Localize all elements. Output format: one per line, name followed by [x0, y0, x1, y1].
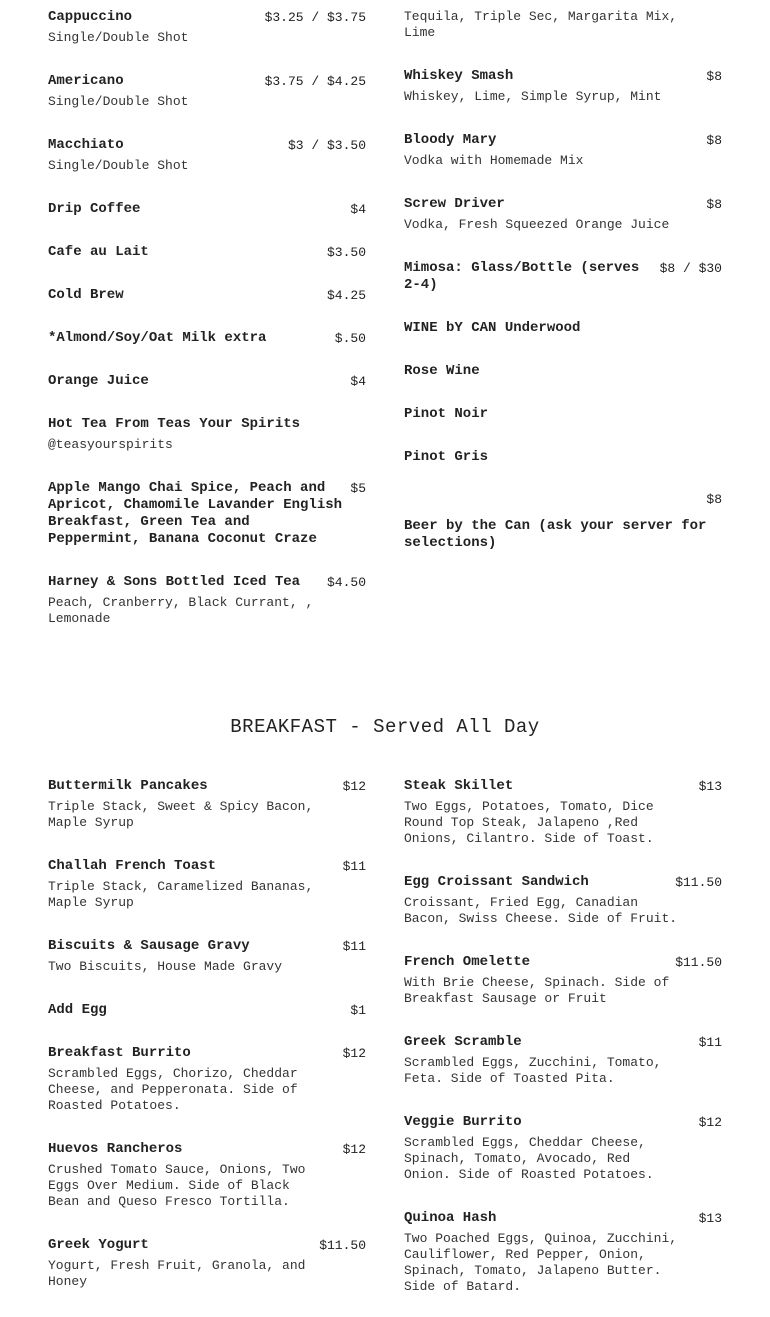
- menu-item-name: Bloody Mary: [404, 132, 497, 148]
- partial-menu-item: [404, 0, 722, 41]
- menu-item-price: $.50: [334, 331, 366, 346]
- menu-item-name: Apple Mango Chai Spice, Peach and Apricot, Chamomile Lavander English Breakfast, Green Tea and Peppermint, Banana Coconut Craze: [48, 480, 343, 547]
- menu-item-name: Pinot Gris: [404, 449, 489, 465]
- menu-item-price: $1: [350, 1003, 366, 1018]
- menu-item: [404, 1210, 722, 1295]
- beer-item: [404, 491, 722, 552]
- menu-item: [48, 480, 366, 548]
- menu-item: [48, 1045, 366, 1114]
- menu-item-description: Scrambled Eggs, Chorizo, Cheddar Cheese, and Pepperonata. Side of Roasted Potatoes.: [48, 1066, 298, 1113]
- menu-item-price: $11.50: [675, 955, 722, 970]
- menu-item-description: Peach, Cranberry, Black Currant, , Lemonade: [48, 595, 314, 626]
- menu-item: [404, 320, 722, 337]
- menu-item: [404, 406, 722, 423]
- menu-item-price: $11.50: [675, 875, 722, 890]
- menu-item-name: Screw Driver: [404, 196, 505, 212]
- menu-item-price: $12: [698, 1115, 722, 1130]
- menu-item: [404, 778, 722, 847]
- menu-item-name: Cold Brew: [48, 287, 124, 303]
- menu-item-price: $11.50: [319, 1238, 366, 1253]
- menu-item: [404, 449, 722, 466]
- menu-item-description: Scrambled Eggs, Cheddar Cheese, Spinach, Tomato, Avocado, Red Onion. Side of Roasted Potatoes.: [404, 1135, 654, 1182]
- menu-item-price: $4.25: [326, 288, 366, 303]
- menu-item-name: Mimosa: Glass/Bottle (serves 2-4): [404, 260, 640, 293]
- menu-item-name: Breakfast Burrito: [48, 1045, 191, 1061]
- menu-item-price: $4.50: [326, 575, 366, 590]
- menu-item-description: Crushed Tomato Sauce, Onions, Two Eggs Over Medium. Side of Black Bean and Queso Fresco Tortilla.: [48, 1162, 306, 1209]
- menu-item: [48, 1237, 366, 1290]
- menu-item-description: Two Poached Eggs, Quinoa, Zucchini, Cauliflower, Red Pepper, Onion, Spinach, Tomato, Jalapeno Butter. Side of Batard.: [404, 1231, 678, 1294]
- menu-item: [48, 287, 366, 304]
- menu-item: [48, 1002, 366, 1019]
- menu-item-description: Vodka, Fresh Squeezed Orange Juice: [404, 217, 670, 232]
- menu-item: [48, 244, 366, 261]
- menu-item-price: $11: [342, 939, 366, 954]
- menu-item: [404, 260, 722, 294]
- menu-item-price: $3.25 / $3.75: [264, 10, 366, 25]
- menu-item-price: $8: [706, 197, 722, 212]
- menu-item-price: $12: [342, 1142, 366, 1157]
- menu-item-price: $13: [698, 1211, 722, 1226]
- menu-item-description: Scrambled Eggs, Zucchini, Tomato, Feta. Side of Toasted Pita.: [404, 1055, 662, 1086]
- menu-item-name: Challah French Toast: [48, 858, 217, 874]
- menu-item-price: $13: [698, 779, 722, 794]
- menu-item-description: Croissant, Fried Egg, Canadian Bacon, Swiss Cheese. Side of Fruit.: [404, 895, 678, 926]
- menu-item-description: Whiskey, Lime, Simple Syrup, Mint: [404, 89, 662, 104]
- menu-item-name: Egg Croissant Sandwich: [404, 874, 589, 890]
- menu-item: [48, 9, 366, 46]
- menu-item: [404, 363, 722, 380]
- menu-item-name: Rose Wine: [404, 363, 480, 379]
- menu-item: [48, 330, 366, 347]
- menu-item-price: $4: [350, 202, 366, 217]
- menu-item-name: WINE bY CAN Underwood: [404, 320, 581, 336]
- menu-item-description: Two Eggs, Potatoes, Tomato, Dice Round Top Steak, Jalapeno ,Red Onions, Cilantro. Side of Toast.: [404, 799, 654, 846]
- menu-item-name: French Omelette: [404, 954, 531, 970]
- menu-item-name: Buttermilk Pancakes: [48, 778, 208, 794]
- menu-item-name: Quinoa Hash: [404, 1210, 497, 1226]
- menu-item-name: Drip Coffee: [48, 201, 141, 217]
- menu-item-name: Whiskey Smash: [404, 68, 514, 84]
- menu-item-name: Pinot Noir: [404, 406, 489, 422]
- menu-item-name: Greek Yogurt: [48, 1237, 149, 1253]
- menu-item-description: Yogurt, Fresh Fruit, Granola, and Honey: [48, 1258, 306, 1289]
- menu-item: [404, 68, 722, 105]
- menu-item-name: Cafe au Lait: [48, 244, 149, 260]
- menu-item-name: Cappuccino: [48, 9, 133, 25]
- menu-item: [48, 778, 366, 831]
- menu-item-description: Vodka with Homemade Mix: [404, 153, 584, 168]
- menu-item: [404, 1034, 722, 1087]
- menu-item: [404, 954, 722, 1007]
- menu-item-description: Single/Double Shot: [48, 94, 189, 109]
- menu-item-price: $11: [698, 1035, 722, 1050]
- menu-item-name: Orange Juice: [48, 373, 149, 389]
- menu-item: [48, 137, 366, 174]
- menu-item-description: Single/Double Shot: [48, 158, 189, 173]
- menu-item: [48, 201, 366, 218]
- menu-item-price: $3 / $3.50: [287, 138, 366, 153]
- menu-item: [404, 874, 722, 927]
- menu-item-price: $11: [342, 859, 366, 874]
- menu-item-description: Two Biscuits, House Made Gravy: [48, 959, 283, 974]
- menu-item-name: Macchiato: [48, 137, 124, 153]
- menu-item-description: @teasyourspirits: [48, 437, 173, 452]
- menu-item-name: Veggie Burrito: [404, 1114, 522, 1130]
- menu-item-description: Tequila, Triple Sec, Margarita Mix, Lime: [404, 9, 678, 40]
- menu-item: [48, 73, 366, 110]
- menu-item-price: $8: [706, 69, 722, 84]
- menu-item-price: $5: [350, 481, 366, 496]
- menu-item-price: $3.50: [326, 245, 366, 260]
- menu-item-description: With Brie Cheese, Spinach. Side of Breakfast Sausage or Fruit: [404, 975, 670, 1006]
- menu-item: [48, 858, 366, 911]
- menu-item-price: $3.75 / $4.25: [264, 74, 366, 89]
- menu-item-name: Greek Scramble: [404, 1034, 522, 1050]
- menu-item-name: Biscuits & Sausage Gravy: [48, 938, 250, 954]
- menu-item-price: $4: [350, 374, 366, 389]
- menu-item-description: Triple Stack, Sweet & Spicy Bacon, Maple Syrup: [48, 799, 314, 830]
- menu-item-name: Steak Skillet: [404, 778, 514, 794]
- menu-item: [404, 132, 722, 169]
- menu-item-price: $12: [342, 779, 366, 794]
- menu-item-price: $12: [342, 1046, 366, 1061]
- menu-item: [48, 1141, 366, 1210]
- menu-item-name: Beer by the Can (ask your server for selections): [404, 518, 707, 551]
- menu-item-name: Harney & Sons Bottled Iced Tea: [48, 574, 301, 590]
- menu-item-price: $8: [706, 492, 722, 507]
- menu-item-name: Hot Tea From Teas Your Spirits: [48, 416, 301, 432]
- menu-item-description: Triple Stack, Caramelized Bananas, Maple Syrup: [48, 879, 314, 910]
- menu-item: [404, 196, 722, 233]
- menu-item: [404, 1114, 722, 1183]
- menu-item: [48, 373, 366, 390]
- menu-item: [48, 574, 366, 627]
- section-title-breakfast: BREAKFAST - Served All Day: [230, 716, 540, 738]
- menu-item-price: $8: [706, 133, 722, 148]
- menu-item-name: *Almond/Soy/Oat Milk extra: [48, 330, 267, 346]
- menu-item-description: Single/Double Shot: [48, 30, 189, 45]
- menu-item-name: Add Egg: [48, 1002, 107, 1018]
- menu-item-name: Huevos Rancheros: [48, 1141, 183, 1157]
- menu-item: [48, 416, 366, 453]
- menu-item-price: $8 / $30: [659, 261, 722, 276]
- menu-item-name: Americano: [48, 73, 124, 89]
- menu-item: [48, 938, 366, 975]
